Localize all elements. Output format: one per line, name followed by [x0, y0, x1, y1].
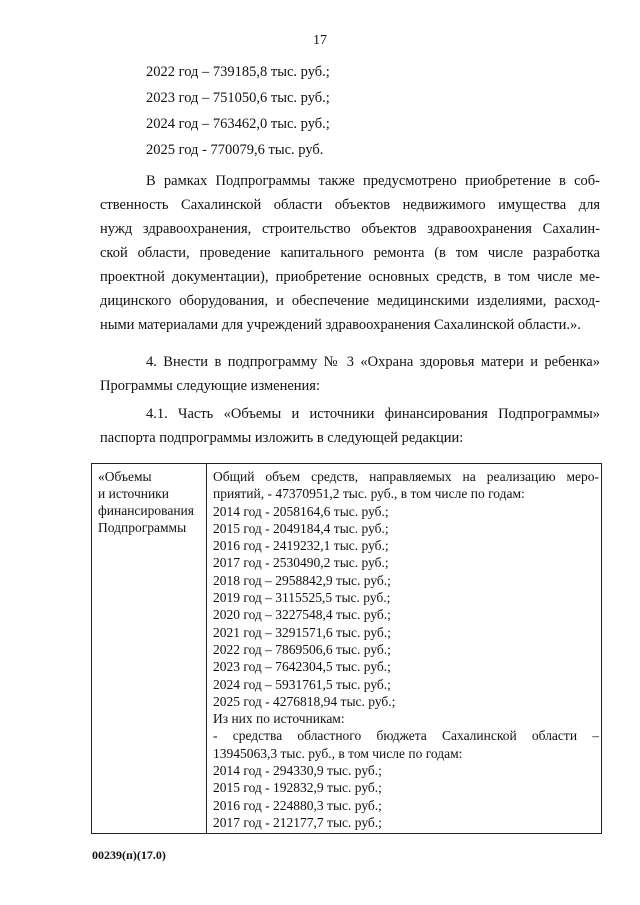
- text-line: паспорта подпрограммы изложить в следующей редакции:: [100, 430, 464, 446]
- table-value-cell: [213, 468, 599, 831]
- label-line: «Объемы: [98, 469, 152, 484]
- value-line: 2019 год – 3115525,5 тыс. руб.;: [213, 590, 391, 606]
- value-line: 2016 год - 224880,3 тыс. руб.;: [213, 797, 382, 813]
- value-line: 2015 год - 2049184,4 тыс. руб.;: [213, 520, 389, 536]
- value-line: Из них по источникам:: [213, 711, 345, 727]
- value-line: 2025 год - 4276818,94 тыс. руб.;: [213, 693, 396, 709]
- text-line: дицинского оборудования, и обеспечение медицинскими изделиями, расход-: [100, 293, 600, 309]
- value-line: Общий объем средств, направляемых на реализацию меро-: [213, 469, 599, 484]
- text-line: нужд здравоохранения, строительство объектов здравоохранения Сахалин-: [100, 221, 600, 237]
- paragraph-item-4-1: [100, 402, 600, 450]
- year-line-2022: 2022 год – 739185,8 тыс. руб.;: [146, 64, 330, 80]
- value-line: 2014 год - 294330,9 тыс. руб.;: [213, 763, 382, 779]
- value-line: 2016 год - 2419232,1 тыс. руб.;: [213, 538, 389, 554]
- year-line-2025: 2025 год - 770079,6 тыс. руб.: [146, 142, 324, 158]
- value-line: - средства областного бюджета Сахалинской области –: [213, 728, 599, 744]
- document-code: 00239(п)(17.0): [92, 848, 166, 862]
- value-line: 2021 год – 3291571,6 тыс. руб.;: [213, 624, 391, 640]
- paragraph-item-4: [100, 350, 600, 398]
- value-line: 2014 год - 2058164,6 тыс. руб.;: [213, 503, 389, 519]
- financing-table: [91, 463, 602, 834]
- value-line: 2023 год – 7642304,5 тыс. руб.;: [213, 659, 391, 675]
- text-line: ской области, проведение капитального ремонта (в том числе разработка: [100, 245, 600, 261]
- year-line-2024: 2024 год – 763462,0 тыс. руб.;: [146, 116, 330, 132]
- value-line: 2022 год – 7869506,6 тыс. руб.;: [213, 641, 391, 657]
- value-line: 2017 год - 2530490,2 тыс. руб.;: [213, 555, 389, 571]
- text-line: Программы следующие изменения:: [100, 378, 320, 394]
- year-line-2023: 2023 год – 751050,6 тыс. руб.;: [146, 90, 330, 106]
- value-line: 2015 год - 192832,9 тыс. руб.;: [213, 780, 382, 796]
- text-line: В рамках Подпрограммы также предусмотрено приобретение в соб-: [146, 173, 600, 189]
- value-line: 2020 год – 3227548,4 тыс. руб.;: [213, 607, 391, 623]
- page-number: 17: [313, 33, 327, 48]
- text-line: 4. Внести в подпрограмму № 3 «Охрана здоровья матери и ребенка»: [146, 354, 600, 370]
- value-line: 2018 год – 2958842,9 тыс. руб.;: [213, 572, 391, 588]
- label-line: и источники: [98, 486, 169, 501]
- text-line: ственность Сахалинской области объектов недвижимого имущества для: [100, 197, 600, 213]
- value-line: 13945063,3 тыс. руб., в том числе по годам:: [213, 745, 463, 761]
- text-line: проектной документации), приобретение основных средств, в том числе ме-: [100, 269, 600, 285]
- value-line: 2017 год - 212177,7 тыс. руб.;: [213, 814, 382, 830]
- label-line: Подпрограммы: [98, 520, 187, 535]
- value-line: приятий, - 47370951,2 тыс. руб., в том числе по годам:: [213, 486, 525, 502]
- table-label-cell: [98, 468, 204, 536]
- text-line: 4.1. Часть «Объемы и источники финансирования Подпрограммы»: [146, 406, 600, 422]
- column-divider: [206, 464, 207, 833]
- value-line: 2024 год – 5931761,5 тыс. руб.;: [213, 676, 391, 692]
- paragraph-acquisition: [100, 169, 600, 337]
- text-line: ными материалами для учреждений здравоохранения Сахалинской области.».: [100, 317, 581, 333]
- label-line: финансирования: [98, 503, 194, 518]
